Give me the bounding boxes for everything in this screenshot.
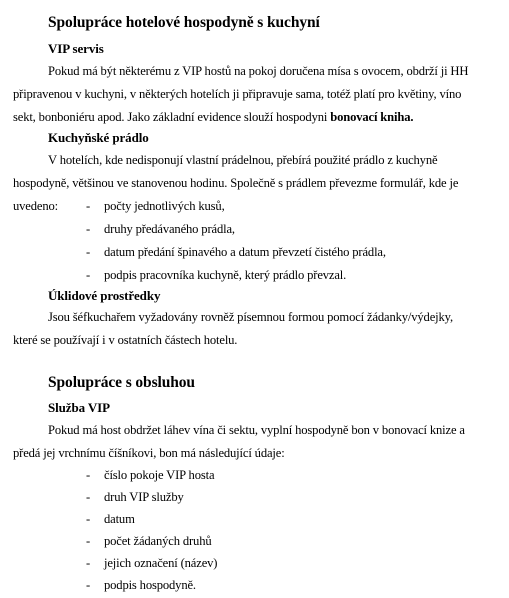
bullet-dash: - <box>86 534 91 548</box>
paragraph-line: které se používají i v ostatních částech hotelu. <box>13 333 238 347</box>
paragraph-line <box>13 110 413 125</box>
section-title-kitchen: Spolupráce hotelové hospodyně s kuchyní <box>48 14 320 31</box>
bullet-dash: - <box>86 556 91 570</box>
list-item: číslo pokoje VIP hosta <box>104 468 215 482</box>
bullet-dash: - <box>86 512 91 526</box>
paragraph-line: V hotelích, kde nedisponují vlastní prádelnou, přebírá použité prádlo z kuchyně <box>48 153 438 167</box>
list-item: datum <box>104 512 135 526</box>
bullet-dash: - <box>86 490 91 504</box>
paragraph-line: Pokud má být některému z VIP hostů na pokoj doručena mísa s ovocem, obdrží ji HH <box>48 64 469 78</box>
heading-uklidove-prostredky: Úklidové prostředky <box>48 288 161 303</box>
paragraph-line: předá jej vrchnímu číšníkovi, bon má následující údaje: <box>13 446 285 460</box>
list-item: počty jednotlivých kusů, <box>104 199 225 213</box>
list-item: druhy předávaného prádla, <box>104 222 235 236</box>
paragraph-line: Jsou šéfkuchařem vyžadovány rovněž písemnou formou pomocí žádanky/výdejky, <box>48 310 453 324</box>
paragraph-text: sekt, bonboniéru apod. Jako základní evidence slouží hospodyni <box>13 110 331 124</box>
list-lead-text: uvedeno: <box>13 199 58 213</box>
heading-sluzba-vip: Služba VIP <box>48 400 110 415</box>
bullet-dash: - <box>86 245 91 259</box>
bullet-dash: - <box>86 578 91 592</box>
bullet-dash: - <box>86 268 91 282</box>
paragraph-line: Pokud má host obdržet láhev vína či sektu, vyplní hospodyně bon v bonovací knize a <box>48 423 465 437</box>
paragraph-line: připravenou v kuchyni, v některých hotelích ji připravuje sama, totéž platí pro květiny, víno <box>13 87 462 101</box>
bold-term-bonovaci-kniha: bonovací kniha. <box>330 110 414 124</box>
heading-kuchynske-pradlo: Kuchyňské prádlo <box>48 130 149 145</box>
list-item: počet žádaných druhů <box>104 534 212 548</box>
bullet-dash: - <box>86 199 91 213</box>
bullet-dash: - <box>86 222 91 236</box>
heading-vip-servis: VIP servis <box>48 41 104 56</box>
section-title-service: Spolupráce s obsluhou <box>48 374 195 391</box>
paragraph-line: hospodyně, většinou ve stanovenou hodinu. Společně s prádlem převezme formulář, kde je <box>13 176 459 190</box>
list-item: jejich označení (název) <box>104 556 218 570</box>
bullet-dash: - <box>86 468 91 482</box>
list-item: podpis hospodyně. <box>104 578 196 592</box>
list-item: druh VIP služby <box>104 490 184 504</box>
list-item: datum předání špinavého a datum převzetí čistého prádla, <box>104 245 386 259</box>
list-item: podpis pracovníka kuchyně, který prádlo převzal. <box>104 268 347 282</box>
